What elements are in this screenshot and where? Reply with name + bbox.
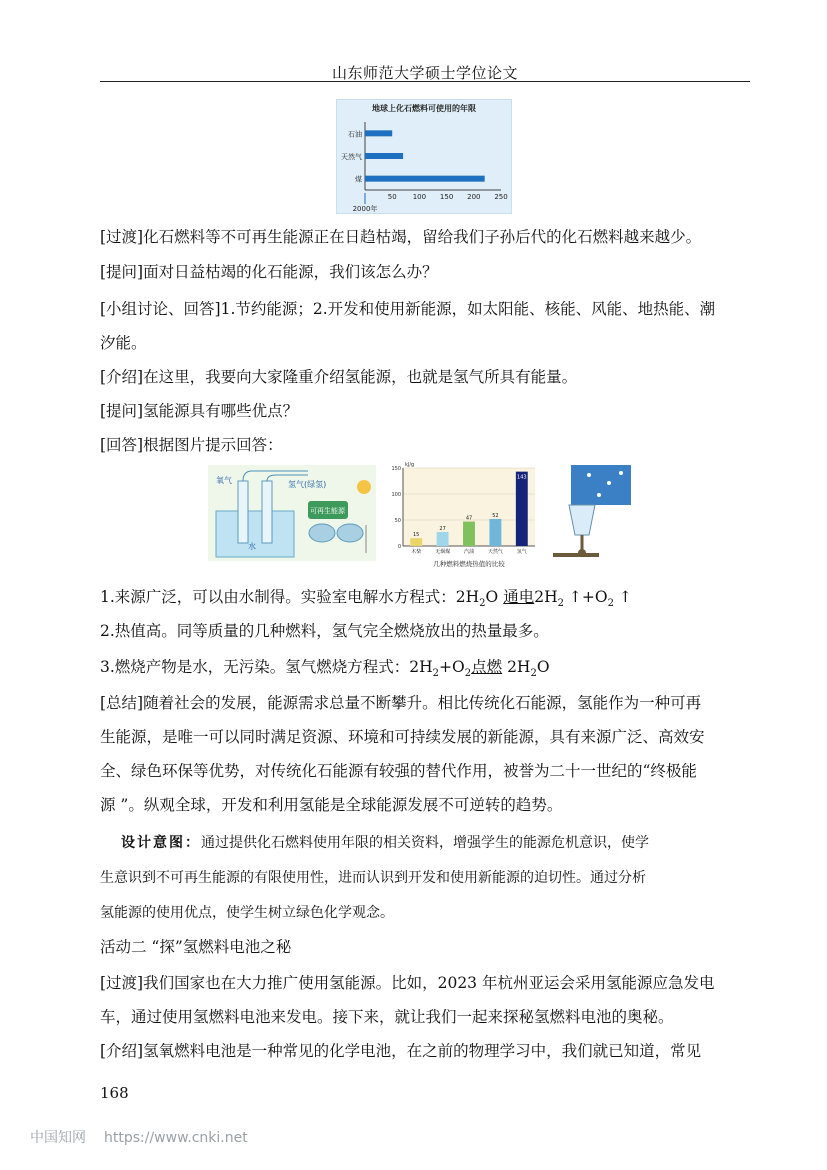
chart2-bar bbox=[463, 522, 475, 546]
hydrogen-label: 氢气(绿氢) bbox=[288, 480, 327, 489]
chart1-bar bbox=[365, 130, 392, 136]
electrolysis-illustration bbox=[208, 465, 376, 561]
chart2-value-label: 143 bbox=[517, 474, 527, 481]
chart2-category-label: 无烟煤 bbox=[435, 549, 451, 555]
chart2-category-label: 天然气 bbox=[487, 549, 503, 555]
paragraph-question-2: [提问]氢能源具有哪些优点？ bbox=[100, 402, 299, 420]
point-3: 3.燃烧产物是水，无污染。氢气燃烧方程式：$2H_2+O_2$点燃 $2H_2O$ bbox=[100, 658, 550, 680]
chart1-bar bbox=[365, 176, 485, 182]
fuel-heat-value-figure bbox=[383, 458, 541, 573]
paragraph-activity-2-transition: [过渡]我们国家也在大力推广使用氢能源。比如，2023 年杭州亚运会采用氢能源应急发电 车，通过使用氢燃料电池来发电。接下来，就让我们一起来探秘氢燃料电池的奥秘。 bbox=[100, 974, 715, 1026]
combustion-bottle-illustration bbox=[549, 465, 631, 561]
condition-electrify: 通电 bbox=[503, 588, 535, 606]
chart2-bar bbox=[410, 538, 422, 546]
water-label: 水 bbox=[248, 542, 256, 551]
chart2-tick-label: 0 bbox=[397, 544, 401, 550]
chart2-value-label: 47 bbox=[465, 515, 473, 522]
hydrogen-figure-row bbox=[208, 458, 632, 573]
chart1-title: 地球上化石燃料可使用的年限 bbox=[372, 104, 476, 113]
cnki-url[interactable]: https://www.cnki.net bbox=[104, 1130, 248, 1146]
chart1-tick-label: 100 bbox=[412, 193, 427, 201]
discussion-line-2: 汐能。 bbox=[100, 334, 147, 352]
chart2-value-label: 52 bbox=[492, 512, 499, 519]
design-intent-label: 设计意图： bbox=[121, 835, 201, 851]
paragraph-answer: [回答]根据图片提示回答： bbox=[100, 436, 283, 454]
activity-2-title: 活动二 “探”氢燃料电池之秘 bbox=[100, 938, 292, 956]
point-1: 1.来源广泛，可以由水制得。实验室电解水方程式：$2H_2O$ 通电$2H_2$ $↑+O_2$ ↑ bbox=[100, 588, 632, 610]
design-intent: 设计意图：通过提供化石燃料使用年限的相关资料，增强学生的能源危机意识，使学 生意识到不可再生能源的有限使用性，进而认识到开发和使用新能源的迫切性。通过分析 氢能源的使用优点，使学生树立绿色化学观念。 bbox=[100, 835, 649, 921]
chart2-title: 几种燃料燃烧热值的比较 bbox=[433, 560, 505, 568]
chart1-category-label: 石油 bbox=[348, 130, 362, 139]
chart2-bar bbox=[489, 519, 501, 546]
chart2-tick-label: 100 bbox=[391, 492, 401, 498]
point-2: 2.热值高。同等质量的几种燃料，氢气完全燃烧放出的热量最多。 bbox=[100, 622, 549, 640]
fuel-heat-value-chart bbox=[383, 458, 541, 573]
condition-ignite: 点燃 bbox=[471, 658, 503, 676]
chart2-category-label: 木柴 bbox=[411, 549, 422, 555]
fossil-fuel-years-figure bbox=[336, 99, 512, 214]
chart1-tick-label: 50 bbox=[387, 193, 397, 201]
chart2-value-label: 15 bbox=[413, 532, 420, 539]
chart1-tick-label: 150 bbox=[439, 193, 454, 201]
chart2-bar bbox=[516, 472, 528, 546]
chart1-bar bbox=[365, 153, 403, 159]
chart2-category-label: 汽油 bbox=[463, 549, 475, 555]
chart1-origin-label: 2000年 bbox=[352, 205, 378, 213]
chart2-tick-label: 50 bbox=[394, 518, 401, 524]
renewable-label: 可再生能源 bbox=[310, 507, 345, 515]
chart2-ylabel: kJ/g bbox=[405, 462, 415, 468]
oxygen-label: 氧气 bbox=[216, 476, 232, 485]
page-number: 168 bbox=[100, 1084, 129, 1102]
fossil-fuel-chart bbox=[337, 100, 511, 213]
chart1-category-label: 天然气 bbox=[341, 153, 362, 161]
paragraph-transition: [过渡]化石燃料等不可再生能源正在日趋枯竭，留给我们子孙后代的化石燃料越来越少。 bbox=[100, 228, 702, 246]
chart1-tick-label: 250 bbox=[494, 193, 508, 201]
chart2-bar bbox=[437, 532, 449, 546]
chart2-category-label: 氢气 bbox=[516, 549, 527, 555]
paragraph-summary: [总结]随着社会的发展，能源需求总量不断攀升。相比传统化石能源，氢能作为一种可再 生能源，是唯一可以同时满足资源、环境和可持续发展的新能源，具有来源广泛、高效安 全、绿色环保等优势，对传统化石能源有较强的替代作用，被誉为二十一世纪的“终极能 源 ”。纵观全球，开发和利用氢能是全球能源发展不可逆转的趋势。 bbox=[100, 694, 705, 814]
cnki-logo: 中国知网 bbox=[30, 1130, 86, 1146]
paragraph-discussion bbox=[100, 292, 750, 360]
chart2-value-label: 27 bbox=[439, 525, 446, 532]
chart1-tick-label: 200 bbox=[467, 193, 481, 201]
paragraph-question-1: [提问]面对日益枯竭的化石能源，我们该怎么办？ bbox=[100, 263, 438, 281]
discussion-line-1: [小组讨论、回答]1.节约能源；2.开发和使用新能源，如太阳能、核能、风能、地热能、潮 bbox=[100, 300, 716, 318]
paragraph-activity-2-introduce: [介绍]氢氧燃料电池是一种常见的化学电池，在之前的物理学习中，我们就已知道，常见 bbox=[100, 1042, 702, 1060]
chart2-tick-label: 150 bbox=[391, 466, 401, 472]
footer bbox=[30, 1127, 248, 1147]
header-rule bbox=[100, 81, 750, 82]
paragraph-introduce: [介绍]在这里，我要向大家隆重介绍氢能源，也就是氢气所具有能量。 bbox=[100, 368, 578, 386]
running-header: 山东师范大学硕士学位论文 bbox=[331, 64, 518, 82]
chart1-category-label: 煤 bbox=[355, 175, 362, 184]
